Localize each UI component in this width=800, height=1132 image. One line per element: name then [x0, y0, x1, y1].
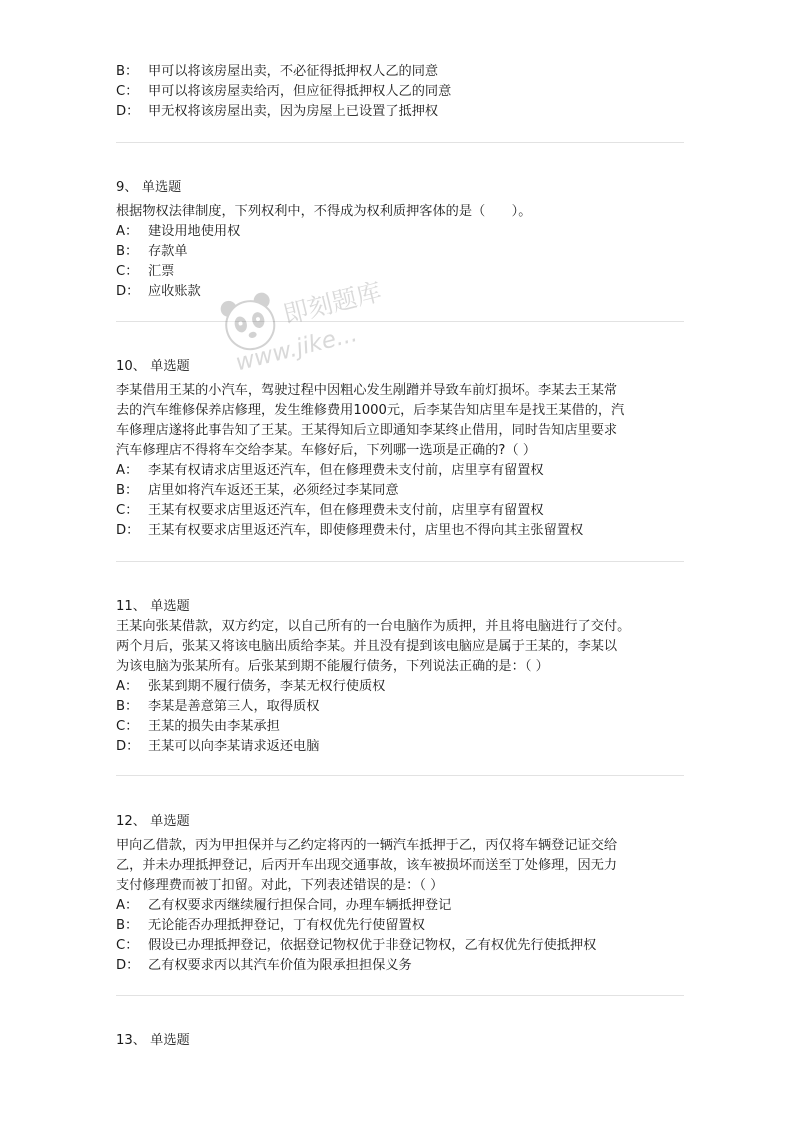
panda-logo-icon [212, 286, 287, 361]
q9-option-d: D： 应收账款 [116, 284, 201, 299]
q10-option-c: C： 王某有权要求店里返还汽车，但在修理费未支付前，店里享有留置权 [116, 503, 544, 518]
q11-option-a: A： 张某到期不履行债务，李某无权行使质权 [116, 679, 386, 694]
question-divider [116, 775, 684, 776]
q9-header: 9、 单选题 [116, 180, 182, 195]
q11-option-d: D： 王某可以向李某请求返还电脑 [116, 739, 320, 754]
q8-option-b: B： 甲可以将该房屋出卖，不必征得抵押权人乙的同意 [116, 64, 439, 79]
q8-option-d: D： 甲无权将该房屋出卖，因为房屋上已设置了抵押权 [116, 104, 439, 119]
q12-option-a: A： 乙有权要求丙继续履行担保合同，办理车辆抵押登记 [116, 898, 452, 913]
q10-option-a: A： 李某有权请求店里返还汽车，但在修理费未支付前，店里享有留置权 [116, 463, 544, 478]
q11-stem-line-3: 为该电脑为张某所有。后张某到期不能履行债务，下列说法正确的是：（ ） [116, 659, 549, 674]
q12-option-c: C： 假设已办理抵押登记，依据登记物权优于非登记物权，乙有权优先行使抵押权 [116, 938, 597, 953]
q10-stem-line-3: 车修理店遂将此事告知了王某。王某得知后立即通知李某终止借用，同时告知店里要求 [116, 423, 618, 438]
q11-option-c: C： 王某的损失由李某承担 [116, 719, 280, 734]
q10-header: 10、 单选题 [116, 359, 190, 374]
q9-option-a: A： 建设用地使用权 [116, 224, 241, 239]
watermark-brand: 即刻题库 [280, 276, 385, 330]
watermark-url: www.jike... [233, 320, 361, 377]
q10-option-b: B： 店里如将汽车返还王某，必须经过李某同意 [116, 483, 399, 498]
q11-option-b: B： 李某是善意第三人，取得质权 [116, 699, 320, 714]
question-divider [116, 561, 684, 562]
q13-header: 13、 单选题 [116, 1033, 190, 1048]
q12-option-d: D： 乙有权要求丙以其汽车价值为限承担担保义务 [116, 958, 412, 973]
q12-stem-line-1: 甲向乙借款，丙为甲担保并与乙约定将丙的一辆汽车抵押于乙，丙仅将车辆登记证交给 [116, 838, 618, 853]
q9-option-c: C： 汇票 [116, 264, 175, 279]
q8-option-c: C： 甲可以将该房屋卖给丙，但应征得抵押权人乙的同意 [116, 84, 452, 99]
q12-stem-line-2: 乙，并未办理抵押登记，后丙开车出现交通事故，该车被损坏而送至丁处修理，因无力 [116, 858, 618, 873]
q11-header: 11、 单选题 [116, 599, 190, 614]
q9-option-b: B： 存款单 [116, 244, 188, 259]
q12-header: 12、 单选题 [116, 814, 190, 829]
question-divider [116, 142, 684, 143]
q10-stem-line-1: 李某借用王某的小汽车，驾驶过程中因粗心发生剐蹭并导致车前灯损坏。李某去王某常 [116, 383, 618, 398]
q10-stem-line-4: 汽车修理店不得将车交给李某。车修好后，下列哪一选项是正确的?（ ） [116, 443, 537, 458]
question-divider [116, 321, 684, 322]
q11-stem-line-2: 两个月后，张某又将该电脑出质给李某。并且没有提到该电脑应是属于王某的，李某以 [116, 639, 618, 654]
q10-stem-line-2: 去的汽车维修保养店修理，发生维修费用1000元，后李某告知店里车是找王某借的，汽 [116, 403, 625, 418]
q12-stem-line-3: 支付修理费而被丁扣留。对此，下列表述错误的是：（ ） [116, 878, 444, 893]
question-divider [116, 995, 684, 996]
q11-stem-line-1: 王某向张某借款，双方约定，以自己所有的一台电脑作为质押，并且将电脑进行了交付。 [116, 619, 631, 634]
q9-stem-line: 根据物权法律制度，下列权利中，不得成为权利质押客体的是（ ）。 [116, 204, 532, 219]
q10-option-d: D： 王某有权要求店里返还汽车，即使修理费未付，店里也不得向其主张留置权 [116, 523, 584, 538]
q12-option-b: B： 无论能否办理抵押登记，丁有权优先行使留置权 [116, 918, 425, 933]
